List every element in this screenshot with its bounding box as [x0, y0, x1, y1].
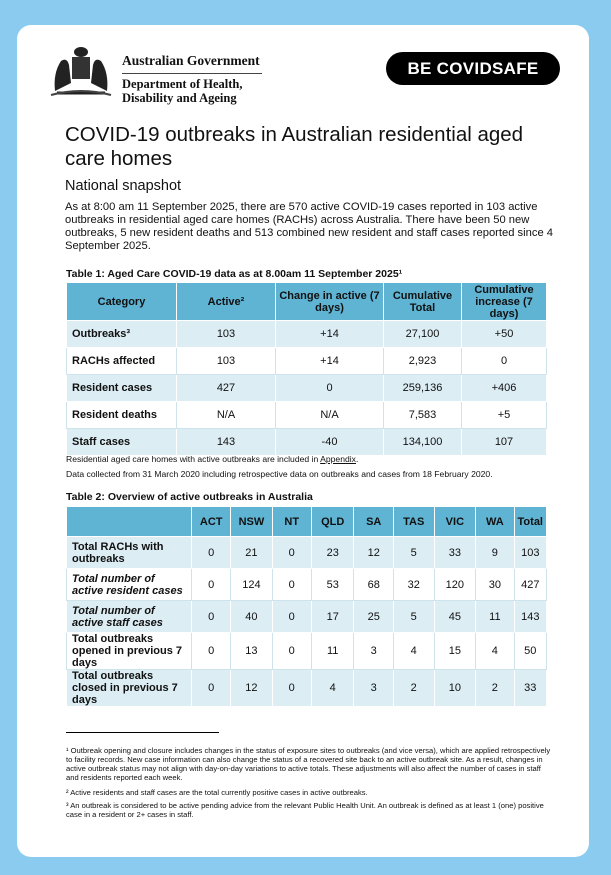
table-cell: 0: [462, 348, 547, 375]
table-cell: 33: [514, 670, 546, 707]
table-row: [67, 633, 547, 670]
table-row: [67, 402, 547, 429]
table-cell: 40: [231, 601, 272, 633]
appendix-link[interactable]: Appendix: [320, 454, 356, 464]
table-cell: 0: [192, 670, 231, 707]
table-cell: 5: [393, 537, 434, 569]
table-cell: 0: [192, 601, 231, 633]
t2-header-qld: QLD: [311, 507, 354, 537]
table-cell: 143: [514, 601, 546, 633]
table-cell: 23: [311, 537, 354, 569]
table-cell: 0: [192, 633, 231, 670]
t2-header-total: Total: [514, 507, 546, 537]
footnote-1: ¹ Outbreak opening and closure includes changes in the status of exposure sites to outbreaks (and vice versa), which are applied retrospectively to facility records. New case information can also change the status of a recovered site back to an active outbreak site. As a result, changes in active outbreak status may not align with day-on-day variations to active totals. These adjustments will also affect the number of cases in staff and residents reported each week.: [66, 746, 551, 782]
row-label: Total outbreaks opened in previous 7 days: [67, 633, 192, 670]
table-cell: +14: [276, 321, 384, 348]
table-cell: 68: [354, 569, 394, 601]
aged-care-data-table: [66, 282, 547, 456]
table-cell: 12: [231, 670, 272, 707]
table-cell: 0: [192, 537, 231, 569]
outbreaks-by-state-table: [66, 506, 547, 707]
row-label: Total number of active resident cases: [67, 569, 192, 601]
table-cell: 120: [434, 569, 476, 601]
row-label: Total RACHs with outbreaks: [67, 537, 192, 569]
table-cell: N/A: [177, 402, 276, 429]
document-page: [17, 25, 589, 857]
appendix-note-text: Residential aged care homes with active outbreaks are included in: [66, 454, 321, 464]
table-cell: 107: [462, 429, 547, 456]
table-cell: 11: [476, 601, 514, 633]
table-cell: N/A: [276, 402, 384, 429]
footnote-2: ² Active residents and staff cases are the total currently positive cases in active outbreaks.: [66, 788, 368, 797]
table-cell: 25: [354, 601, 394, 633]
table-cell: 11: [311, 633, 354, 670]
t2-header-blank: [67, 507, 192, 537]
t2-header-nsw: NSW: [231, 507, 272, 537]
row-label: Resident cases: [67, 375, 177, 402]
table-cell: 32: [393, 569, 434, 601]
table-cell: +14: [276, 348, 384, 375]
table-cell: 9: [476, 537, 514, 569]
table-cell: 134,100: [384, 429, 462, 456]
coat-of-arms-logo: [47, 43, 115, 99]
footnote-3: ³ An outbreak is considered to be active pending advice from the relevant Public Health Unit. An outbreak is defined as at least 1 (one) positive case in a resident or 2+ cases in staff.: [66, 801, 544, 819]
intro-paragraph: As at 8:00 am 11 September 2025, there are 570 active COVID-19 cases reported in 103 active outbreaks in residential aged care homes (RACHs) across Australia. There have been 50 new outbreaks, 5 new resident deaths and 513 combined new resident and staff cases reported since 4 September 2025.: [65, 201, 553, 252]
t1-header-increase: Cumulative increase (7 days): [462, 283, 547, 321]
row-label: Total outbreaks closed in previous 7 days: [67, 670, 192, 707]
table-cell: -40: [276, 429, 384, 456]
table-row: [67, 375, 547, 402]
table-cell: 4: [311, 670, 354, 707]
appendix-note-end: .: [355, 454, 359, 464]
t2-header-wa: WA: [476, 507, 514, 537]
department-line-1: Department of Health,: [122, 77, 243, 91]
row-label: Total number of active staff cases: [67, 601, 192, 633]
table-cell: 0: [272, 537, 311, 569]
row-label: Outbreaks³: [67, 321, 177, 348]
t1-header-active: Active²: [177, 283, 276, 321]
table-cell: +5: [462, 402, 547, 429]
department-line-2: Disability and Ageing: [122, 91, 237, 105]
t2-header-tas: TAS: [393, 507, 434, 537]
table-cell: 45: [434, 601, 476, 633]
table-cell: 3: [354, 670, 394, 707]
footnote-divider: [66, 732, 219, 733]
t2-header-act: ACT: [192, 507, 231, 537]
table-cell: 143: [177, 429, 276, 456]
gov-name: Australian Government: [122, 53, 260, 68]
table1-note-collection: Data collected from 31 March 2020 including retrospective data on outbreaks and cases from 18 February 2020.: [66, 469, 493, 479]
table-row: [67, 569, 547, 601]
table-cell: 12: [354, 537, 394, 569]
table-cell: 7,583: [384, 402, 462, 429]
page-title: COVID-19 outbreaks in Australian residential aged care homes: [65, 123, 524, 170]
t2-header-sa: SA: [354, 507, 394, 537]
table-cell: 2: [393, 670, 434, 707]
table-cell: 10: [434, 670, 476, 707]
table-cell: 2,923: [384, 348, 462, 375]
table-row: [67, 670, 547, 707]
table-cell: 124: [231, 569, 272, 601]
table-cell: 13: [231, 633, 272, 670]
table-cell: 50: [514, 633, 546, 670]
table-cell: 30: [476, 569, 514, 601]
table-cell: 5: [393, 601, 434, 633]
row-label: Staff cases: [67, 429, 177, 456]
table-cell: 0: [272, 601, 311, 633]
table-cell: 103: [177, 348, 276, 375]
table-cell: 0: [276, 375, 384, 402]
table1-note-appendix: [66, 454, 556, 464]
table2-caption: Table 2: Overview of active outbreaks in Australia: [66, 491, 313, 503]
table-cell: 33: [434, 537, 476, 569]
table-cell: 0: [192, 569, 231, 601]
table-cell: 103: [514, 537, 546, 569]
table-cell: 2: [476, 670, 514, 707]
government-logo-text: [122, 53, 262, 105]
row-label: Resident deaths: [67, 402, 177, 429]
table-cell: +50: [462, 321, 547, 348]
page-subtitle: National snapshot: [65, 178, 182, 194]
table-cell: 21: [231, 537, 272, 569]
table-cell: 0: [272, 569, 311, 601]
table-row: [67, 601, 547, 633]
table-cell: 53: [311, 569, 354, 601]
table-cell: 427: [177, 375, 276, 402]
t2-header-nt: NT: [272, 507, 311, 537]
table-cell: 4: [476, 633, 514, 670]
row-label: RACHs affected: [67, 348, 177, 375]
table-cell: 3: [354, 633, 394, 670]
table-cell: 4: [393, 633, 434, 670]
table-cell: 427: [514, 569, 546, 601]
table-cell: 0: [272, 633, 311, 670]
t2-header-vic: VIC: [434, 507, 476, 537]
t1-header-cumulative: Cumulative Total: [384, 283, 462, 321]
be-covidsafe-badge: BE COVIDSAFE: [386, 52, 560, 85]
table-cell: 17: [311, 601, 354, 633]
table-cell: 0: [272, 670, 311, 707]
gov-divider: [122, 73, 262, 74]
table1-caption: Table 1: Aged Care COVID-19 data as at 8.00am 11 September 2025¹: [66, 268, 403, 280]
table-row: [67, 537, 547, 569]
t1-header-change: Change in active (7 days): [276, 283, 384, 321]
table-cell: +406: [462, 375, 547, 402]
table-cell: 103: [177, 321, 276, 348]
t1-header-category: Category: [67, 283, 177, 321]
table-cell: 27,100: [384, 321, 462, 348]
table-cell: 15: [434, 633, 476, 670]
table-cell: 259,136: [384, 375, 462, 402]
table-row: [67, 321, 547, 348]
table-row: [67, 429, 547, 456]
table-row: [67, 348, 547, 375]
